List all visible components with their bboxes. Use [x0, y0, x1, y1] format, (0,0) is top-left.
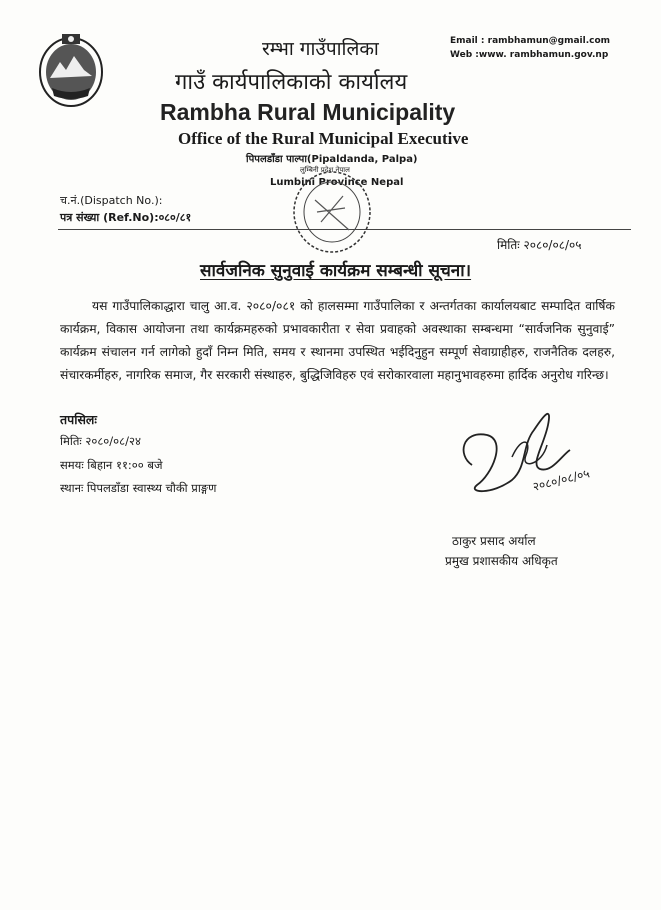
event-date: मितिः २०८०/०८/२४	[60, 434, 141, 448]
office-name-nepali: गाउँ कार्यपालिकाको कार्यालय	[175, 70, 408, 95]
municipality-name-english: Rambha Rural Municipality	[160, 99, 456, 125]
signatory-title: प्रमुख प्रशासकीय अधिकृत	[445, 554, 558, 568]
signature-date: २०८०/०८/०५	[531, 466, 592, 494]
letter-date: मितिः २०८०/०८/०५	[497, 238, 582, 252]
municipality-name-nepali: रम्भा गाउँपालिका	[262, 38, 379, 60]
address-line-1: पिपलडाँडा पाल्पा(Pipaldanda, Palpa)	[246, 154, 418, 165]
address-line-2: लुम्बिनी प्रदेश नेपाल	[300, 166, 350, 174]
address-line-3: Lumbini Province Nepal	[270, 177, 404, 188]
office-stamp-icon	[285, 150, 380, 262]
government-emblem-icon	[38, 30, 104, 108]
details-heading: तपसिलः	[60, 412, 97, 427]
notice-title: सार्वजनिक सुनुवाई कार्यक्रम सम्बन्धी सूचना।	[200, 261, 472, 281]
dispatch-number: च.नं.(Dispatch No.):	[60, 194, 163, 207]
event-place: स्थानः पिपलडाँडा स्वास्थ्य चौकी प्राङ्गण	[60, 481, 217, 495]
contact-block	[450, 34, 610, 62]
office-name-english: Office of the Rural Municipal Executive	[178, 129, 469, 148]
reference-number: पत्र संख्या (Ref.No):०८०/८१	[60, 211, 192, 224]
email-text: Email : rambhamun@gmail.com	[450, 36, 611, 46]
website-text: Web :www. rambhamun.gov.np	[450, 50, 609, 60]
event-time: समयः बिहान ११:०० बजे	[60, 458, 163, 472]
handwritten-signature	[452, 395, 602, 510]
notice-body: यस गाउँपालिकाद्धारा चालु आ.व. २०८०/०८१ को हालसम्मा गाउँपालिका र अन्तर्गतका कार्यालयबाट सम्पादित वार्षिक कार्यक्रम, विकास आयोजना तथा कार्यक्रमहरुको प्रभावकारीता र सेवा प्रवाहको अवस्थाका सम्बन्धमा “सार्वजनिक सुनुवाई” कार्यक्रम संचालन गर्न लागेको हुदाँ निम्न मिति, समय र स्थानमा उपस्थित भईदिनुहुन सम्पूर्ण सेवाग्राहीहरु, राजनैतिक दलहरु, संचारकर्मीहरु, नागरिक समाज, गैर सरकारी संस्थाहरु, बुद्धिजिविहरु एवं सरोकारवाला महानुभावहरुमा हार्दिक अनुरोध गरिन्छ।	[60, 299, 615, 382]
signatory-name: ठाकुर प्रसाद अर्याल	[452, 534, 536, 548]
